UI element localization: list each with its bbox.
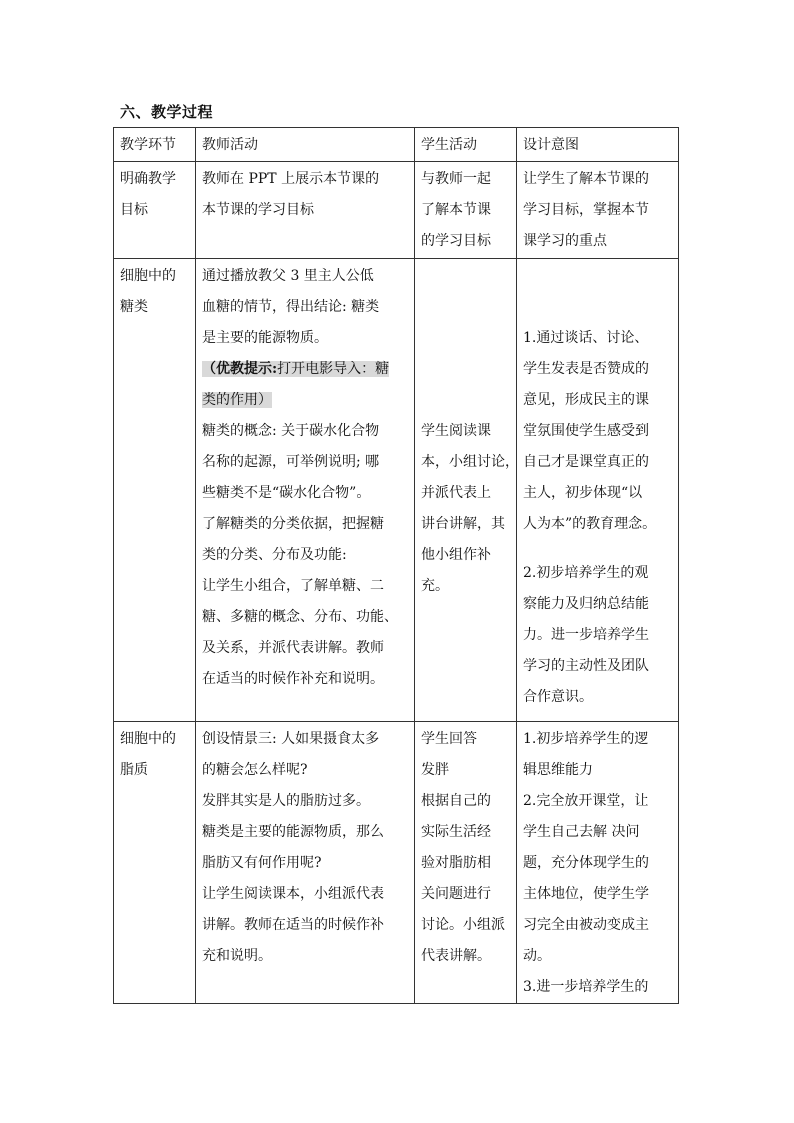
intent-cell: 1.通过谈话、讨论、 学生发表是否赞成的 意见，形成民主的课 堂氛围使学生感受到 自己才是课堂真正的 主人，初步体现“以 人为本”的教育理念。 2.初步培养学生的观 察能力及归纳总结能 力。进一步培养学生 学习的主动性及团队 合作意识。 xyxy=(517,259,679,722)
table-row xyxy=(114,259,679,722)
table-header-row xyxy=(114,128,679,162)
header-student: 学生活动 xyxy=(415,128,517,162)
stage-cell: 细胞中的 糖类 xyxy=(114,259,196,722)
teacher-cell: 教师在 PPT 上展示本节课的 本节课的学习目标 xyxy=(196,162,415,259)
teaching-process-table xyxy=(113,127,679,1004)
header-intent: 设计意图 xyxy=(517,128,679,162)
stage-cell: 明确教学 目标 xyxy=(114,162,196,259)
intent-cell: 让学生了解本节课的 学习目标，掌握本节 课学习的重点 xyxy=(517,162,679,259)
table-row xyxy=(114,162,679,259)
intent-cell: 1.初步培养学生的逻 辑思维能力 2.完全放开课堂，让 学生自己去解 决问 题，充分体现学生的 主体地位，使学生学 习完全由被动变成主 动。 3.进一步培养学生的 xyxy=(517,722,679,1004)
teacher-cell: 创设情景三: 人如果摄食太多 的糖会怎么样呢? 发胖其实是人的脂肪过多。 糖类是主要的能源物质，那么 脂肪又有何作用呢? 让学生阅读课本，小组派代表 讲解。教师在适当的时候作补 充和说明。 xyxy=(196,722,415,1004)
student-cell: 学生阅读课 本，小组讨论， 并派代表上 讲台讲解，其 他小组作补 充。 xyxy=(415,259,517,722)
tip-note: （优教提示:打开电影导入：糖 xyxy=(202,361,390,377)
table-row xyxy=(114,722,679,1004)
teacher-cell: 通过播放教父 3 里主人公低 血糖的情节，得出结论: 糖类 是主要的能源物质。 （优教提示:打开电影导入：糖 类的作用） 糖类的概念: 关于碳水化合物 名称的起源，可举例说明; 哪 些糖类不是“碳水化合物”。 了解糖类的分类依据，把握糖 类的分类、分布及功能: 让学生小组合，了解单糖、二 糖、多糖的概念、分布、功能、 及关系，并派代表讲解。教师 在适当的时候作补充和说明。 xyxy=(196,259,415,722)
stage-cell: 细胞中的 脂质 xyxy=(114,722,196,1004)
section-title: 六、教学过程 xyxy=(120,103,214,121)
student-cell: 学生回答 发胖 根据自己的 实际生活经 验对脂肪相 关问题进行 讨论。小组派 代表讲解。 xyxy=(415,722,517,1004)
tip-note-cont: 类的作用） xyxy=(202,392,272,408)
header-teacher: 教师活动 xyxy=(196,128,415,162)
header-stage: 教学环节 xyxy=(114,128,196,162)
student-cell: 与教师一起 了解本节课 的学习目标 xyxy=(415,162,517,259)
